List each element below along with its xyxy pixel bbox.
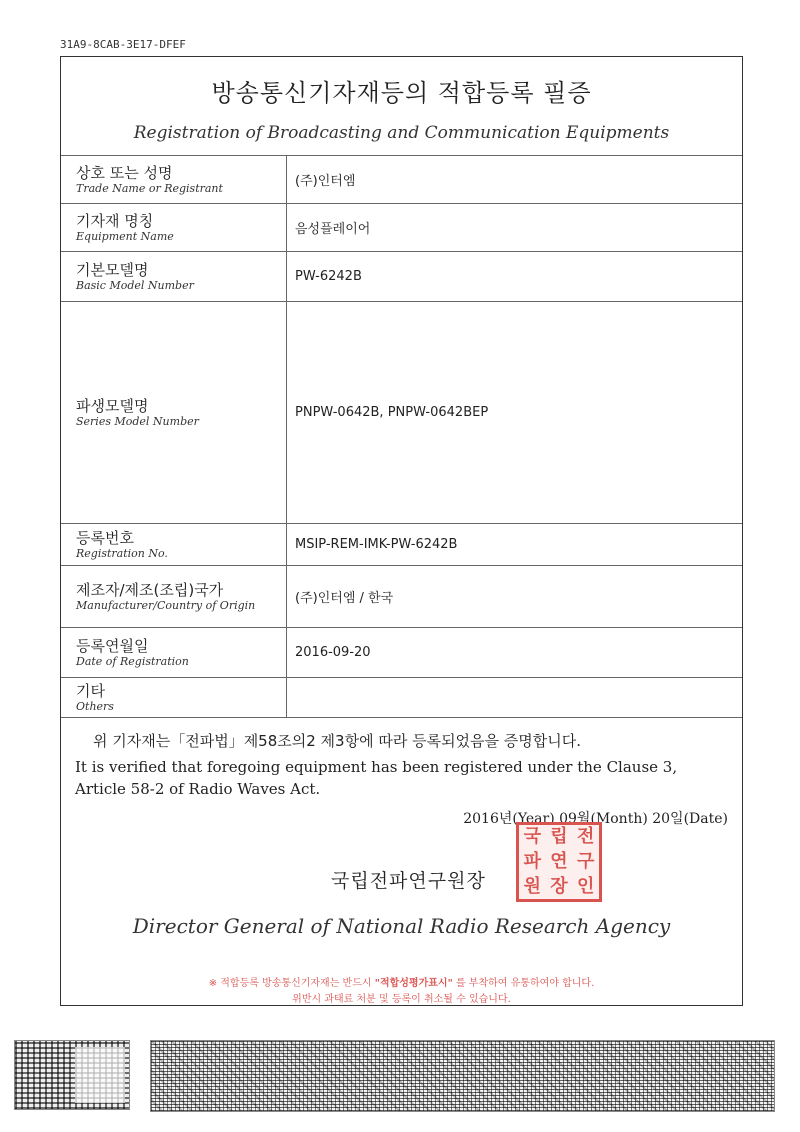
warning-prefix: ※ 적합등록 방송통신기자재는 반드시 (208, 978, 372, 989)
warning-suffix: 를 부착하여 유통하여야 합니다. (455, 978, 595, 989)
warning-line1 (61, 974, 742, 989)
value-registration-no: MSIP-REM-IMK-PW-6242B (287, 524, 743, 566)
row-basic-model (61, 252, 742, 302)
issuer-korean: 국립전파연구원장 (331, 870, 486, 892)
row-registration-no (61, 524, 742, 566)
row-series-model (61, 302, 742, 524)
label-english: Registration No. (76, 546, 168, 560)
row-trade-name (61, 156, 742, 204)
seal-char: 국 (523, 826, 542, 848)
registration-fields-table (61, 155, 742, 718)
security-barcode (150, 1040, 775, 1112)
value-date-of-registration: 2016-09-20 (287, 628, 743, 678)
seal-char: 연 (550, 850, 568, 872)
certificate-frame (60, 56, 743, 1006)
statement-korean: 위 기자재는「전파법」제58조의2 제3항에 따라 등록되었음을 증명합니다. (93, 732, 582, 750)
title-english: Registration of Broadcasting and Communication Equipments (133, 123, 670, 143)
row-manufacturer (61, 566, 742, 628)
label-english: Others (76, 699, 114, 713)
label-cell (61, 302, 287, 524)
label-english: Basic Model Number (76, 278, 194, 292)
label-korean: 등록번호 (76, 528, 134, 547)
row-equipment-name (61, 204, 742, 252)
label-english: Trade Name or Registrant (76, 181, 223, 195)
security-code-left (14, 1040, 130, 1110)
label-korean: 상호 또는 성명 (76, 163, 173, 182)
label-cell (61, 524, 287, 566)
document-code: 31A9-8CAB-3E17-DFEF (60, 38, 186, 51)
label-english: Series Model Number (76, 414, 199, 428)
official-seal (516, 822, 602, 902)
label-korean: 제조자/제조(조립)국가 (76, 580, 224, 599)
certification-area (61, 717, 742, 1006)
warning-line2: 위반시 과태료 처분 및 등록이 취소될 수 있습니다. (292, 994, 511, 1005)
label-korean: 기타 (76, 681, 105, 700)
statement-english-line2: Article 58-2 of Radio Waves Act. (75, 780, 321, 798)
label-cell (61, 156, 287, 204)
label-cell (61, 628, 287, 678)
seal-char: 인 (576, 875, 595, 897)
seal-char: 전 (576, 826, 595, 848)
seal-char: 구 (576, 850, 595, 872)
label-cell (61, 566, 287, 628)
label-korean: 파생모델명 (76, 396, 149, 415)
seal-char: 립 (550, 826, 568, 848)
seal-char: 원 (523, 875, 542, 897)
value-series-model: PNPW-0642B, PNPW-0642BEP (287, 302, 743, 524)
label-english: Date of Registration (76, 654, 189, 668)
value-others (287, 678, 743, 718)
statement-english-line1: It is verified that foregoing equipment has been registered under the Clause 3, (75, 758, 678, 776)
label-korean: 기본모델명 (76, 260, 149, 279)
label-korean: 등록연월일 (76, 636, 149, 655)
value-trade-name: (주)인터엠 (287, 156, 743, 204)
row-date-of-registration (61, 628, 742, 678)
value-manufacturer: (주)인터엠 / 한국 (287, 566, 743, 628)
seal-char: 장 (550, 875, 568, 897)
warning-highlight: "적합성평가표시" (374, 978, 453, 989)
issuer-english: Director General of National Radio Research Agency (132, 914, 671, 938)
label-cell (61, 252, 287, 302)
label-cell (61, 204, 287, 252)
title-korean: 방송통신기자재등의 적합등록 필증 (211, 79, 592, 107)
row-others (61, 678, 742, 718)
value-basic-model: PW-6242B (287, 252, 743, 302)
label-cell (61, 678, 287, 718)
label-english: Equipment Name (76, 229, 174, 243)
label-korean: 기자재 명칭 (76, 211, 154, 230)
issue-date: 2016년(Year) 09월(Month) 20일(Date) (463, 811, 728, 827)
label-english: Manufacturer/Country of Origin (76, 598, 256, 612)
value-equipment-name: 음성플레이어 (287, 204, 743, 252)
seal-char: 파 (523, 850, 542, 872)
